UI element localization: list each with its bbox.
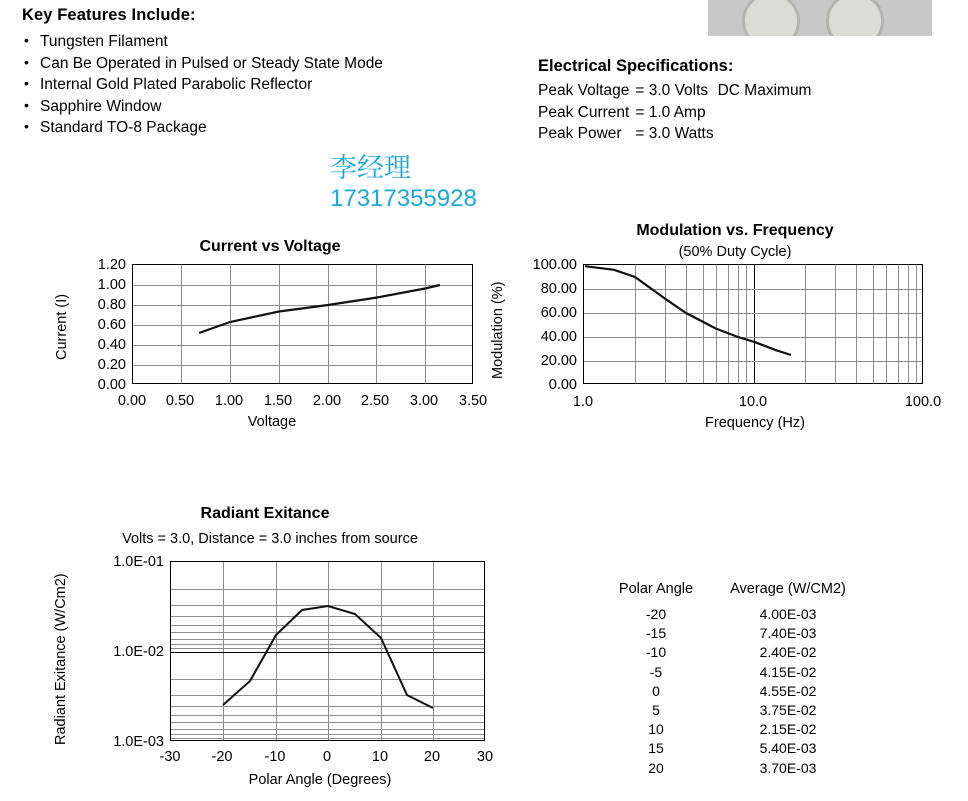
table-row xyxy=(600,682,864,701)
x-tick-label: 0 xyxy=(322,749,332,765)
average-value: 3.75E-02 xyxy=(759,702,817,719)
spec-note: DC Maximum xyxy=(717,82,812,99)
y-tick-label: 60.00 xyxy=(540,305,577,321)
spec-label: Peak Power xyxy=(538,125,622,142)
watermark-phone: 17317355928 xyxy=(330,185,477,212)
chart-current-vs-voltage xyxy=(40,238,490,468)
y-tick-label: 80.00 xyxy=(540,281,577,297)
column-header: Polar Angle xyxy=(618,581,694,597)
polar-angle-value: -5 xyxy=(649,663,663,680)
x-tick-label: -20 xyxy=(211,749,233,765)
table-row xyxy=(538,102,815,124)
average-value: 2.40E-02 xyxy=(759,644,817,661)
y-tick-label: 1.0E-03 xyxy=(113,734,164,750)
x-tick-label: 3.00 xyxy=(409,393,439,409)
x-tick-label: 100.0 xyxy=(904,394,942,410)
table-header-row xyxy=(600,580,864,605)
x-tick-label: 30 xyxy=(476,749,494,765)
to8-package-image xyxy=(742,0,800,36)
list-item: • Can Be Operated in Pulsed or Steady State Mode xyxy=(22,53,522,75)
table-row xyxy=(538,80,815,102)
y-tick-label: 1.00 xyxy=(97,277,126,293)
table-row xyxy=(600,701,864,720)
polar-angle-value: 20 xyxy=(648,759,664,776)
x-axis-label: Voltage xyxy=(247,414,297,430)
x-tick-label: 10.0 xyxy=(738,394,768,410)
data-series-line xyxy=(171,562,486,742)
x-tick-label: 0.50 xyxy=(165,393,195,409)
polar-angle-value: 15 xyxy=(648,740,664,757)
y-tick-label: 0.00 xyxy=(97,377,126,393)
x-tick-label: 10 xyxy=(371,749,389,765)
plot-area xyxy=(170,561,485,741)
to8-package-image xyxy=(826,0,884,36)
table-row xyxy=(600,605,864,624)
spec-note xyxy=(718,123,816,145)
contact-watermark xyxy=(330,152,477,214)
y-tick-label: 1.0E-01 xyxy=(113,554,164,570)
table-row xyxy=(600,759,864,778)
average-value: 2.15E-02 xyxy=(759,721,817,738)
x-tick-label: 20 xyxy=(423,749,441,765)
y-tick-label: 0.80 xyxy=(97,297,126,313)
table-row xyxy=(600,663,864,682)
plot-area xyxy=(583,264,923,384)
x-tick-label: 2.00 xyxy=(312,393,342,409)
spec-value: = 1.0 Amp xyxy=(635,103,706,121)
x-axis-label: Polar Angle (Degrees) xyxy=(248,772,392,788)
y-tick-label: 0.00 xyxy=(548,377,577,393)
electrical-specifications-table xyxy=(538,80,815,145)
y-axis-label: Current (I) xyxy=(54,293,70,360)
data-series-line xyxy=(584,265,924,385)
key-features-heading: Key Features Include: xyxy=(22,6,196,24)
polar-angle-value: -10 xyxy=(645,644,667,661)
table-row xyxy=(600,739,864,758)
y-tick-label: 1.0E-02 xyxy=(113,644,164,660)
watermark-name: 李经理 xyxy=(330,153,411,183)
y-tick-label: 40.00 xyxy=(540,329,577,345)
average-value: 3.70E-03 xyxy=(759,759,817,776)
list-item: • Sapphire Window xyxy=(22,96,522,118)
electrical-specifications-block xyxy=(538,57,938,145)
x-tick-label: 0.00 xyxy=(117,393,147,409)
polar-angle-value: -20 xyxy=(645,606,667,622)
plot-area xyxy=(132,264,473,384)
average-value: 4.55E-02 xyxy=(759,682,817,699)
y-axis-label: Modulation (%) xyxy=(490,281,506,379)
chart-title: Modulation vs. Frequency xyxy=(636,222,834,239)
chart-subtitle: (50% Duty Cycle) xyxy=(678,244,792,260)
list-item: • Standard TO-8 Package xyxy=(22,117,522,139)
polar-angle-value: 5 xyxy=(652,702,660,719)
table-row xyxy=(538,123,815,145)
chart-subtitle: Volts = 3.0, Distance = 3.0 inches from source xyxy=(122,531,418,547)
x-tick-label: 2.50 xyxy=(360,393,390,409)
polar-angle-value: -15 xyxy=(645,625,667,642)
key-features-block xyxy=(22,6,522,139)
spec-value: = 3.0 Watts xyxy=(635,125,714,142)
electrical-specifications-heading: Electrical Specifications: xyxy=(538,57,734,75)
average-value: 4.15E-02 xyxy=(759,663,817,680)
list-item: • Internal Gold Plated Parabolic Reflector xyxy=(22,74,522,96)
average-value: 5.40E-03 xyxy=(759,740,817,757)
y-tick-label: 100.00 xyxy=(532,257,577,273)
column-header: Average (W/CM2) xyxy=(730,581,846,597)
polar-angle-value: 0 xyxy=(652,682,660,699)
y-tick-label: 0.20 xyxy=(97,357,126,373)
spec-value: = 3.0 Volts xyxy=(635,82,709,99)
key-features-list xyxy=(22,31,522,139)
x-tick-label: 1.50 xyxy=(263,393,293,409)
x-tick-label: 3.50 xyxy=(458,393,488,409)
product-photo xyxy=(708,0,932,36)
average-value: 7.40E-03 xyxy=(759,625,817,642)
spec-note xyxy=(718,102,816,124)
spec-label: Peak Voltage xyxy=(538,82,630,99)
list-item: • Tungsten Filament xyxy=(22,31,522,53)
y-tick-label: 1.20 xyxy=(97,257,126,273)
x-tick-label: 1.00 xyxy=(214,393,244,409)
x-tick-label: 1.0 xyxy=(572,394,594,410)
polar-angle-value: 10 xyxy=(648,721,664,738)
table-row xyxy=(600,643,864,662)
x-tick-label: -10 xyxy=(264,749,286,765)
y-tick-label: 20.00 xyxy=(540,353,577,369)
chart-radiant-exitance xyxy=(40,505,510,795)
x-tick-label: -30 xyxy=(159,749,181,765)
y-tick-label: 0.60 xyxy=(97,317,126,333)
average-value: 4.00E-03 xyxy=(759,606,817,622)
y-axis-label: Radiant Exitance (W/Cm2) xyxy=(53,573,69,745)
spec-label: Peak Current xyxy=(538,103,630,121)
table-row xyxy=(600,720,864,739)
polar-angle-table xyxy=(600,580,864,778)
data-series-line xyxy=(133,265,474,385)
chart-title: Radiant Exitance xyxy=(200,505,330,522)
chart-title: Current vs Voltage xyxy=(199,238,341,255)
table-row xyxy=(600,624,864,643)
x-axis-label: Frequency (Hz) xyxy=(705,415,805,431)
chart-modulation-vs-frequency xyxy=(490,222,960,472)
y-tick-label: 0.40 xyxy=(97,337,126,353)
